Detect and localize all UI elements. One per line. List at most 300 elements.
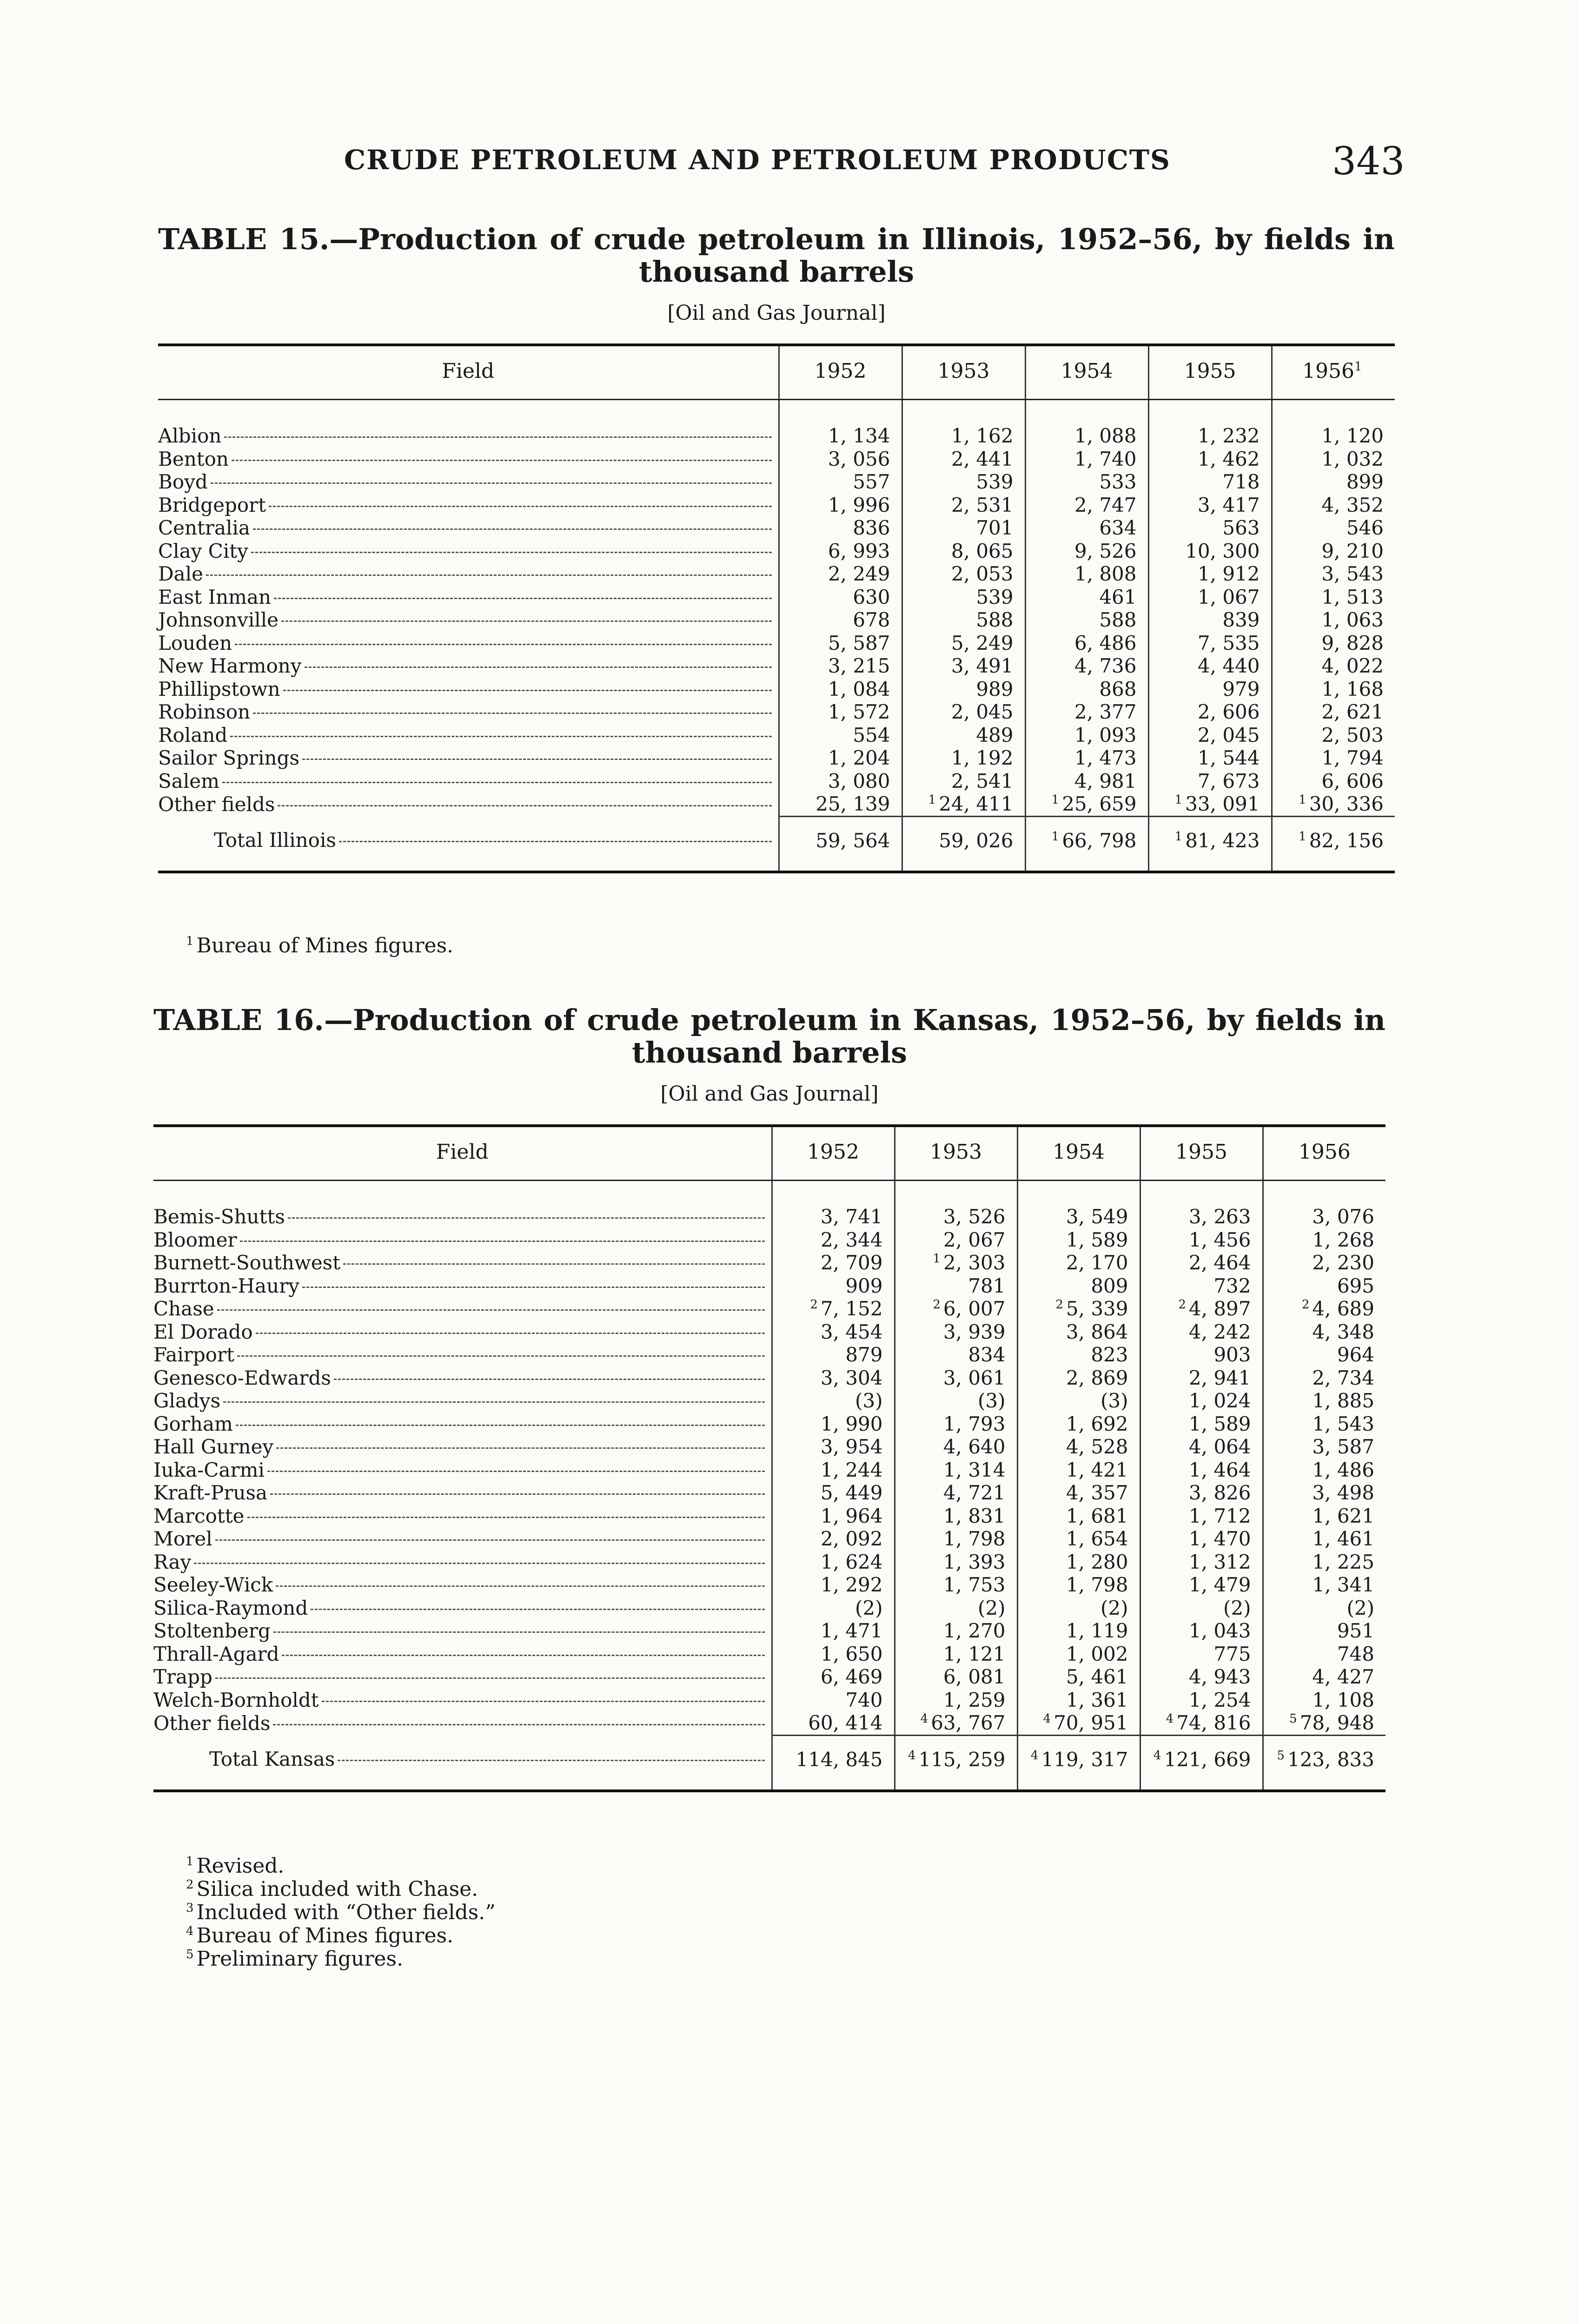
field-cell — [153, 1711, 772, 1735]
value: 3, 526 — [943, 1205, 1006, 1228]
value-cell — [1263, 1413, 1386, 1436]
value: 121, 669 — [1164, 1748, 1251, 1771]
field-name: East Inman — [158, 585, 272, 608]
table-row — [153, 1435, 1386, 1459]
value-cell — [1263, 1573, 1386, 1597]
field-cell — [158, 608, 779, 632]
value: 1, 798 — [943, 1527, 1006, 1550]
value: 1, 361 — [1066, 1688, 1128, 1711]
value: 2, 541 — [951, 769, 1014, 792]
value: 1, 244 — [820, 1458, 883, 1481]
value-cell — [1148, 562, 1272, 586]
table-16-title-line2: thousand barrels — [632, 1036, 907, 1070]
column-header-field: Field — [153, 1126, 772, 1181]
value: 879 — [845, 1343, 883, 1366]
value: 6, 993 — [828, 539, 890, 562]
value-cell — [772, 1551, 895, 1574]
value: 539 — [976, 585, 1014, 608]
value-cell — [895, 1413, 1017, 1436]
value: 59, 026 — [939, 829, 1014, 852]
column-header-year: 1952 — [772, 1126, 895, 1181]
field-cell — [158, 470, 779, 494]
value-cell — [902, 424, 1025, 448]
value: 634 — [1099, 516, 1137, 539]
value-cell — [895, 1343, 1017, 1367]
table-row — [158, 562, 1395, 586]
footnote-marker: 1 — [1051, 793, 1060, 807]
footnote — [186, 1878, 496, 1901]
table-row — [153, 1505, 1386, 1528]
field-name: Bridgeport — [158, 493, 266, 516]
table-row — [158, 746, 1395, 770]
footnote-marker: 2 — [1178, 1298, 1186, 1312]
value-cell — [1272, 608, 1395, 632]
footnote-marker: 2 — [1301, 1298, 1310, 1312]
field-cell — [153, 1343, 772, 1367]
value: 6, 469 — [820, 1665, 883, 1688]
dot-leader — [267, 1471, 765, 1472]
value: 1, 341 — [1312, 1573, 1374, 1596]
value-cell — [1025, 448, 1148, 471]
value-cell — [772, 1481, 895, 1505]
dot-leader — [339, 841, 772, 842]
value-cell — [1140, 1527, 1263, 1551]
value: 81, 423 — [1185, 829, 1260, 852]
total-row — [158, 816, 1395, 862]
value: 59, 564 — [816, 829, 890, 852]
value: 1, 624 — [820, 1550, 883, 1573]
field-name: Boyd — [158, 470, 208, 493]
table-row — [158, 494, 1395, 517]
value-cell — [1025, 632, 1148, 655]
value-cell — [779, 586, 902, 609]
value-cell — [779, 700, 902, 724]
value: 4, 242 — [1188, 1320, 1251, 1343]
value: 1, 421 — [1066, 1458, 1128, 1481]
dot-leader — [343, 1263, 764, 1265]
table-row — [158, 608, 1395, 632]
field-cell — [158, 678, 779, 701]
table-row — [153, 1573, 1386, 1597]
value-cell — [1140, 1665, 1263, 1689]
table-row — [153, 1320, 1386, 1344]
value: 630 — [853, 585, 890, 608]
footnote-marker: 4 — [920, 1712, 928, 1726]
value-cell — [772, 1343, 895, 1367]
field-name: Total Illinois — [214, 828, 336, 852]
dot-leader — [302, 1287, 765, 1288]
value-cell — [1272, 494, 1395, 517]
field-cell — [158, 746, 779, 770]
field-name: Robinson — [158, 700, 251, 723]
value: 1, 225 — [1312, 1550, 1374, 1573]
field-name: Roland — [158, 723, 228, 746]
field-cell — [153, 1597, 772, 1620]
value: 1, 486 — [1312, 1458, 1374, 1481]
field-name: Gorham — [153, 1412, 233, 1435]
field-name: Seeley-Wick — [153, 1573, 273, 1596]
value-cell — [1017, 1320, 1140, 1344]
value: 7, 152 — [820, 1297, 883, 1320]
value-cell — [902, 516, 1025, 540]
value-cell — [772, 1527, 895, 1551]
value-cell — [1140, 1711, 1263, 1735]
value-cell — [1148, 654, 1272, 678]
footnote-marker: 4 — [186, 1924, 194, 1939]
value: 1, 108 — [1312, 1688, 1374, 1711]
value: 1, 464 — [1188, 1458, 1251, 1481]
value: 60, 414 — [808, 1711, 883, 1734]
value: 4, 352 — [1321, 493, 1384, 516]
value: 1, 473 — [1074, 746, 1137, 769]
value: 4, 348 — [1312, 1320, 1374, 1343]
value: 588 — [976, 608, 1014, 631]
value: 3, 549 — [1066, 1205, 1128, 1228]
value-cell — [902, 770, 1025, 793]
table-row — [153, 1251, 1386, 1274]
table-row — [158, 448, 1395, 471]
table-row — [158, 792, 1395, 816]
table-row — [153, 1665, 1386, 1689]
value: 4, 736 — [1074, 654, 1137, 677]
value-cell — [895, 1367, 1017, 1390]
field-cell — [153, 1689, 772, 1712]
value: 5, 339 — [1066, 1297, 1128, 1320]
value: 24, 411 — [939, 792, 1014, 815]
value-cell — [1272, 540, 1395, 563]
value-cell — [1017, 1297, 1140, 1320]
field-cell — [158, 540, 779, 563]
value: 4, 440 — [1197, 654, 1260, 677]
value: (2) — [855, 1596, 883, 1619]
value: 82, 156 — [1309, 829, 1384, 852]
value: 1, 192 — [951, 746, 1014, 769]
value-cell — [1140, 1367, 1263, 1390]
field-name: Burrton-Haury — [153, 1274, 299, 1297]
value-cell — [772, 1573, 895, 1597]
value: 899 — [1346, 470, 1384, 493]
value: 909 — [845, 1274, 883, 1297]
dot-leader — [322, 1701, 765, 1702]
column-header-year: 1954 — [1025, 345, 1148, 400]
field-cell — [153, 1205, 772, 1228]
value: 2, 503 — [1321, 723, 1384, 746]
total-row — [153, 1735, 1386, 1781]
field-cell — [158, 816, 779, 862]
field-cell — [153, 1505, 772, 1528]
value: 2, 606 — [1197, 700, 1260, 723]
dot-leader — [235, 644, 771, 645]
value: 1, 912 — [1197, 562, 1260, 585]
value-cell — [1025, 516, 1148, 540]
value-cell — [1017, 1735, 1140, 1781]
value: 1, 393 — [943, 1550, 1006, 1573]
field-cell — [158, 770, 779, 793]
value-cell — [772, 1459, 895, 1482]
value: 588 — [1099, 608, 1137, 631]
value-cell — [1263, 1367, 1386, 1390]
value-cell — [1148, 792, 1272, 816]
value: 1, 121 — [943, 1642, 1006, 1665]
value-cell — [772, 1228, 895, 1252]
value-cell — [1263, 1274, 1386, 1298]
value-cell — [1140, 1274, 1263, 1298]
value-cell — [1017, 1459, 1140, 1482]
value-cell — [1017, 1527, 1140, 1551]
footnote-marker: 1 — [1354, 360, 1362, 374]
table-row — [153, 1274, 1386, 1298]
value-cell — [772, 1619, 895, 1643]
value: 10, 300 — [1185, 539, 1260, 562]
value-cell — [1140, 1505, 1263, 1528]
value-cell — [772, 1274, 895, 1298]
page-number: 343 — [1332, 139, 1405, 184]
value: 775 — [1213, 1642, 1251, 1665]
value-cell — [1263, 1711, 1386, 1735]
value-cell — [1272, 632, 1395, 655]
value-cell — [1017, 1597, 1140, 1620]
value-cell — [1140, 1459, 1263, 1482]
value-cell — [902, 654, 1025, 678]
footnote — [186, 1924, 496, 1948]
value: 25, 659 — [1062, 792, 1137, 815]
dot-leader — [237, 1355, 765, 1357]
value: 119, 317 — [1041, 1748, 1128, 1771]
value: 1, 312 — [1188, 1550, 1251, 1573]
dot-leader — [247, 1517, 765, 1518]
value: 3, 056 — [828, 447, 890, 470]
table-row — [153, 1413, 1386, 1436]
value-cell — [1272, 700, 1395, 724]
dot-leader — [253, 528, 772, 530]
value: 2, 303 — [943, 1251, 1006, 1274]
value: 2, 747 — [1074, 493, 1137, 516]
field-name: Johnsonville — [158, 608, 278, 631]
field-name: Other fields — [158, 792, 275, 816]
footnote-marker: 2 — [186, 1878, 194, 1892]
value-cell — [1272, 678, 1395, 701]
value: 2, 941 — [1188, 1366, 1251, 1389]
field-name: Centralia — [158, 516, 250, 539]
dot-leader — [305, 667, 772, 668]
column-header-year: 1952 — [779, 345, 902, 400]
value-cell — [779, 770, 902, 793]
table-row — [153, 1597, 1386, 1620]
value: 989 — [976, 677, 1014, 700]
value-cell — [895, 1643, 1017, 1666]
value-cell — [1263, 1551, 1386, 1574]
value: 66, 798 — [1062, 829, 1137, 852]
value: 834 — [968, 1343, 1006, 1366]
value-cell — [779, 792, 902, 816]
field-cell — [153, 1367, 772, 1390]
value-cell — [1263, 1505, 1386, 1528]
value: 1, 120 — [1321, 424, 1384, 447]
footnote-marker: 1 — [928, 793, 936, 807]
table-row — [153, 1619, 1386, 1643]
field-name: Bemis-Shutts — [153, 1205, 285, 1228]
dot-leader — [338, 1760, 764, 1761]
value: 1, 589 — [1188, 1412, 1251, 1435]
value: 461 — [1099, 585, 1137, 608]
field-cell — [153, 1643, 772, 1666]
table-row — [153, 1711, 1386, 1735]
value: 6, 606 — [1321, 769, 1384, 792]
footnote-marker: 1 — [1299, 793, 1306, 807]
table-row — [158, 632, 1395, 655]
footnote-text: Bureau of Mines figures. — [196, 1924, 454, 1948]
value-cell — [1025, 424, 1148, 448]
value-cell — [1025, 608, 1148, 632]
column-header-year: 1955 — [1140, 1126, 1263, 1181]
value: 3, 587 — [1312, 1435, 1374, 1458]
column-header-field: Field — [158, 345, 779, 400]
value: 2, 531 — [951, 493, 1014, 516]
value-cell — [895, 1505, 1017, 1528]
value-cell — [1263, 1459, 1386, 1482]
value-cell — [1025, 540, 1148, 563]
value: 1, 280 — [1066, 1550, 1128, 1573]
value: 3, 076 — [1312, 1205, 1374, 1228]
dot-leader — [276, 1585, 764, 1587]
dot-leader — [222, 782, 772, 783]
value: 836 — [853, 516, 890, 539]
table-row — [158, 678, 1395, 701]
value: 3, 498 — [1312, 1481, 1374, 1504]
value-cell — [1025, 654, 1148, 678]
table-row — [153, 1689, 1386, 1712]
table-row — [158, 516, 1395, 540]
value-cell — [1148, 746, 1272, 770]
field-cell — [153, 1274, 772, 1298]
value-cell — [1272, 770, 1395, 793]
value-cell — [1140, 1481, 1263, 1505]
table-row — [153, 1228, 1386, 1252]
value-cell — [779, 494, 902, 517]
value-cell — [895, 1297, 1017, 1320]
value: 2, 053 — [951, 562, 1014, 585]
value-cell — [1140, 1389, 1263, 1413]
value: 868 — [1099, 677, 1137, 700]
table-row — [158, 424, 1395, 448]
value-cell — [1148, 424, 1272, 448]
value-cell — [902, 608, 1025, 632]
dot-leader — [217, 1309, 765, 1311]
value: 1, 798 — [1066, 1573, 1128, 1596]
value-cell — [1025, 678, 1148, 701]
table-16 — [153, 1124, 1386, 1792]
value: 4, 640 — [943, 1435, 1006, 1458]
value-cell — [1272, 448, 1395, 471]
field-cell — [158, 494, 779, 517]
value-cell — [902, 632, 1025, 655]
field-cell — [153, 1459, 772, 1482]
value-cell — [902, 540, 1025, 563]
field-cell — [158, 724, 779, 747]
field-cell — [153, 1251, 772, 1274]
value-cell — [1148, 448, 1272, 471]
value-cell — [902, 746, 1025, 770]
field-name: Marcotte — [153, 1504, 245, 1527]
value-cell — [1140, 1573, 1263, 1597]
value-cell — [1017, 1689, 1140, 1712]
value: 6, 081 — [943, 1665, 1006, 1688]
value-cell — [1017, 1251, 1140, 1274]
field-name: Hall Gurney — [153, 1435, 274, 1458]
value: 1, 088 — [1074, 424, 1137, 447]
value-cell — [1148, 608, 1272, 632]
value: 3, 543 — [1321, 562, 1384, 585]
value: 123, 833 — [1287, 1748, 1374, 1771]
value: 964 — [1337, 1343, 1374, 1366]
field-cell — [153, 1551, 772, 1574]
value-cell — [772, 1597, 895, 1620]
value: 2, 344 — [820, 1228, 883, 1251]
value-cell — [895, 1228, 1017, 1252]
value: (2) — [1101, 1596, 1128, 1619]
value-cell — [1272, 562, 1395, 586]
value-cell — [1025, 494, 1148, 517]
dot-leader — [270, 1493, 764, 1495]
dot-leader — [334, 1379, 765, 1380]
value-cell — [772, 1320, 895, 1344]
value-cell — [1140, 1643, 1263, 1666]
table-row — [153, 1527, 1386, 1551]
value: 4, 064 — [1188, 1435, 1251, 1458]
footnote-text: Included with “Other fields.” — [196, 1901, 496, 1924]
field-name: Kraft-Prusa — [153, 1481, 268, 1504]
footnote-marker: 5 — [186, 1948, 194, 1962]
field-cell — [153, 1389, 772, 1413]
value-cell — [1140, 1320, 1263, 1344]
value-cell — [1025, 816, 1148, 862]
value: 1, 119 — [1066, 1619, 1128, 1642]
footnote-marker: 4 — [908, 1748, 916, 1763]
field-name: Fairport — [153, 1343, 234, 1366]
value: 546 — [1346, 516, 1384, 539]
value-cell — [1263, 1228, 1386, 1252]
table-row — [153, 1481, 1386, 1505]
value: 951 — [1337, 1619, 1374, 1642]
table-end-rule — [153, 1781, 1386, 1791]
table-row — [158, 700, 1395, 724]
value-cell — [1140, 1297, 1263, 1320]
value: 6, 486 — [1074, 631, 1137, 654]
field-name: Salem — [158, 769, 219, 792]
value-cell — [902, 470, 1025, 494]
value-cell — [779, 448, 902, 471]
field-name: New Harmony — [158, 654, 302, 677]
table-row — [153, 1205, 1386, 1228]
value-cell — [895, 1320, 1017, 1344]
value: 1, 232 — [1197, 424, 1260, 447]
value: 1, 314 — [943, 1458, 1006, 1481]
field-cell — [153, 1735, 772, 1781]
value-cell — [772, 1413, 895, 1436]
value: 3, 826 — [1188, 1481, 1251, 1504]
value-cell — [779, 562, 902, 586]
value: 3, 263 — [1188, 1205, 1251, 1228]
table-row — [153, 1551, 1386, 1574]
value: 3, 304 — [820, 1366, 883, 1389]
value: 4, 427 — [1312, 1665, 1374, 1688]
value: 1, 067 — [1197, 585, 1260, 608]
value: 30, 336 — [1309, 792, 1384, 815]
value: 4, 689 — [1312, 1297, 1374, 1320]
dot-leader — [223, 1401, 764, 1403]
value: 2, 045 — [1197, 723, 1260, 746]
footnote-marker: 2 — [810, 1298, 818, 1312]
